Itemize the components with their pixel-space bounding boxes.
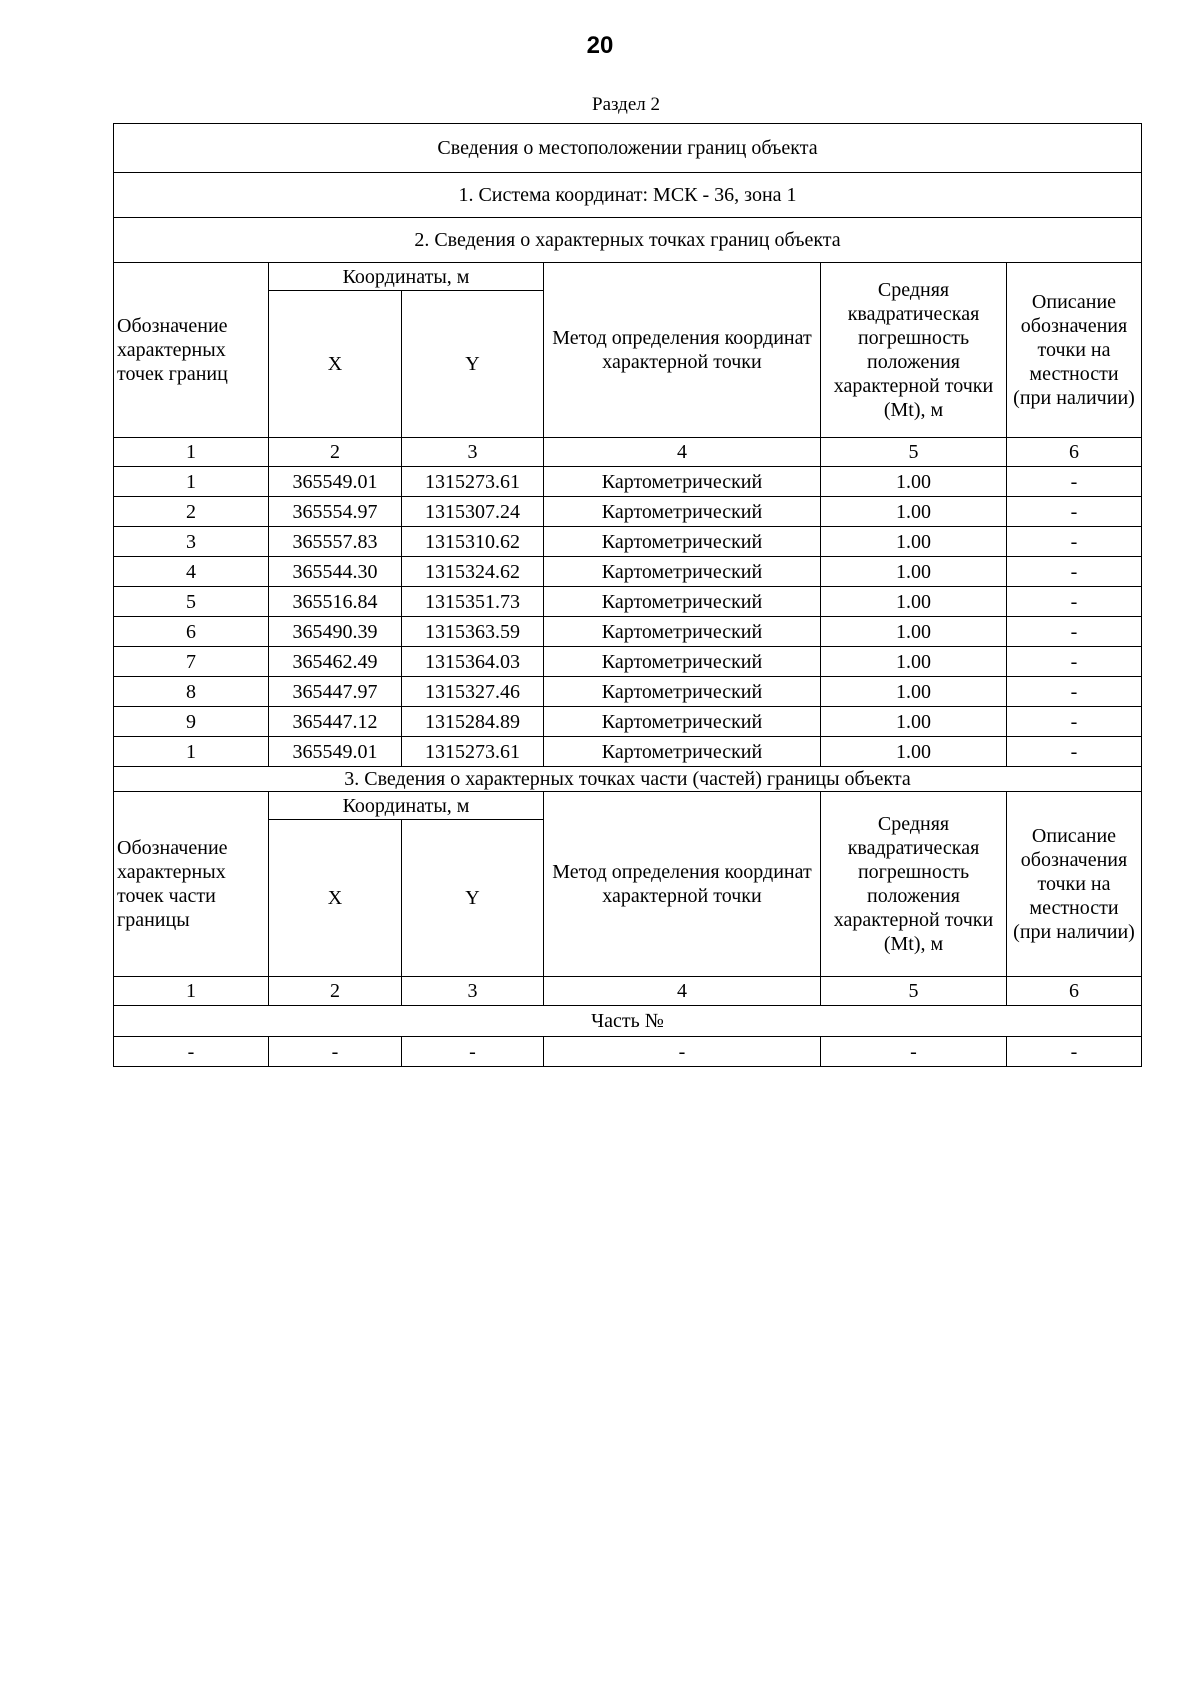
point-id: 6 (114, 617, 269, 647)
point-error: 1.00 (821, 647, 1007, 677)
point-x: 365554.97 (269, 497, 402, 527)
column-number: 2 (269, 977, 402, 1006)
point-error: 1.00 (821, 677, 1007, 707)
column-number: 4 (544, 977, 821, 1006)
header-method: Метод определения координат характерной точки (544, 263, 821, 438)
point-y: 1315324.62 (402, 557, 544, 587)
point-description: - (1007, 707, 1142, 737)
column-number: 6 (1007, 977, 1142, 1006)
section-2-row (114, 218, 1142, 263)
point-y: 1315273.61 (402, 737, 544, 767)
boundary-table (113, 123, 1142, 1067)
part-header-y: Y (402, 820, 544, 977)
point-id: 8 (114, 677, 269, 707)
table-row (114, 647, 1142, 677)
point-error: 1.00 (821, 617, 1007, 647)
point-method: Картометрический (544, 647, 821, 677)
part-label: Часть № (114, 1006, 1142, 1037)
part-header-method: Метод определения координат характерной точки (544, 792, 821, 977)
point-y: 1315273.61 (402, 467, 544, 497)
part-cell: - (821, 1037, 1007, 1067)
part-cell: - (114, 1037, 269, 1067)
column-number: 2 (269, 438, 402, 467)
section-3-title: 3. Сведения о характерных точках части (частей) границы объекта (114, 767, 1142, 792)
column-number: 5 (821, 438, 1007, 467)
table-row (114, 467, 1142, 497)
point-x: 365544.30 (269, 557, 402, 587)
point-id: 3 (114, 527, 269, 557)
point-x: 365549.01 (269, 737, 402, 767)
header-error: Средняя квадратическая погрешность положения характерной точки (Mt), м (821, 263, 1007, 438)
column-number: 3 (402, 438, 544, 467)
column-number: 5 (821, 977, 1007, 1006)
table-row (114, 677, 1142, 707)
point-x: 365557.83 (269, 527, 402, 557)
table-row (114, 587, 1142, 617)
point-error: 1.00 (821, 467, 1007, 497)
point-method: Картометрический (544, 737, 821, 767)
point-x: 365447.97 (269, 677, 402, 707)
point-y: 1315363.59 (402, 617, 544, 647)
part-cell: - (269, 1037, 402, 1067)
point-description: - (1007, 677, 1142, 707)
part-label-row (114, 1006, 1142, 1037)
point-id: 9 (114, 707, 269, 737)
table-row (114, 707, 1142, 737)
point-x: 365549.01 (269, 467, 402, 497)
part-cell: - (1007, 1037, 1142, 1067)
table-row (114, 497, 1142, 527)
point-error: 1.00 (821, 527, 1007, 557)
point-x: 365490.39 (269, 617, 402, 647)
point-description: - (1007, 587, 1142, 617)
point-error: 1.00 (821, 707, 1007, 737)
table-row (114, 617, 1142, 647)
point-x: 365516.84 (269, 587, 402, 617)
header-x: X (269, 291, 402, 438)
point-x: 365462.49 (269, 647, 402, 677)
point-error: 1.00 (821, 557, 1007, 587)
point-y: 1315327.46 (402, 677, 544, 707)
table-row (114, 737, 1142, 767)
point-method: Картометрический (544, 677, 821, 707)
point-method: Картометрический (544, 707, 821, 737)
part-cell: - (544, 1037, 821, 1067)
point-y: 1315307.24 (402, 497, 544, 527)
column-number: 1 (114, 438, 269, 467)
header-description: Описание обозначения точки на местности (при наличии) (1007, 263, 1142, 438)
part-cell: - (402, 1037, 544, 1067)
coordinate-system-row (114, 173, 1142, 218)
page-number: 20 (586, 32, 614, 59)
point-description: - (1007, 617, 1142, 647)
part-header-designation: Обозначение характерных точек части границы (114, 792, 269, 977)
point-method: Картометрический (544, 527, 821, 557)
point-method: Картометрический (544, 557, 821, 587)
point-x: 365447.12 (269, 707, 402, 737)
part-header-coordinates: Координаты, м (269, 792, 544, 820)
point-error: 1.00 (821, 587, 1007, 617)
point-y: 1315310.62 (402, 527, 544, 557)
point-id: 7 (114, 647, 269, 677)
part-column-numbers-row (114, 977, 1142, 1006)
section-label: Раздел 2 (592, 94, 660, 115)
point-method: Картометрический (544, 497, 821, 527)
header-y: Y (402, 291, 544, 438)
point-id: 4 (114, 557, 269, 587)
point-description: - (1007, 497, 1142, 527)
header-row (114, 263, 1142, 291)
point-description: - (1007, 557, 1142, 587)
coordinate-system: 1. Система координат: МСК - 36, зона 1 (114, 173, 1142, 218)
point-description: - (1007, 467, 1142, 497)
part-header-description: Описание обозначения точки на местности (при наличии) (1007, 792, 1142, 977)
column-number: 1 (114, 977, 269, 1006)
section-3-row (114, 767, 1142, 792)
part-header-row (114, 792, 1142, 820)
point-id: 1 (114, 737, 269, 767)
header-coordinates: Координаты, м (269, 263, 544, 291)
point-y: 1315284.89 (402, 707, 544, 737)
point-method: Картометрический (544, 587, 821, 617)
column-number: 3 (402, 977, 544, 1006)
table-row (114, 557, 1142, 587)
point-id: 1 (114, 467, 269, 497)
part-header-x: X (269, 820, 402, 977)
table-title: Сведения о местоположении границ объекта (114, 124, 1142, 173)
section-2-title: 2. Сведения о характерных точках границ объекта (114, 218, 1142, 263)
column-number: 6 (1007, 438, 1142, 467)
point-method: Картометрический (544, 467, 821, 497)
point-description: - (1007, 647, 1142, 677)
header-designation: Обозначение характерных точек границ (114, 263, 269, 438)
point-y: 1315351.73 (402, 587, 544, 617)
table-title-row (114, 124, 1142, 173)
point-description: - (1007, 527, 1142, 557)
point-y: 1315364.03 (402, 647, 544, 677)
point-error: 1.00 (821, 737, 1007, 767)
table-row (114, 527, 1142, 557)
part-data-row (114, 1037, 1142, 1067)
point-error: 1.00 (821, 497, 1007, 527)
column-numbers-row (114, 438, 1142, 467)
point-id: 5 (114, 587, 269, 617)
point-description: - (1007, 737, 1142, 767)
point-method: Картометрический (544, 617, 821, 647)
column-number: 4 (544, 438, 821, 467)
part-header-error: Средняя квадратическая погрешность положения характерной точки (Mt), м (821, 792, 1007, 977)
point-id: 2 (114, 497, 269, 527)
